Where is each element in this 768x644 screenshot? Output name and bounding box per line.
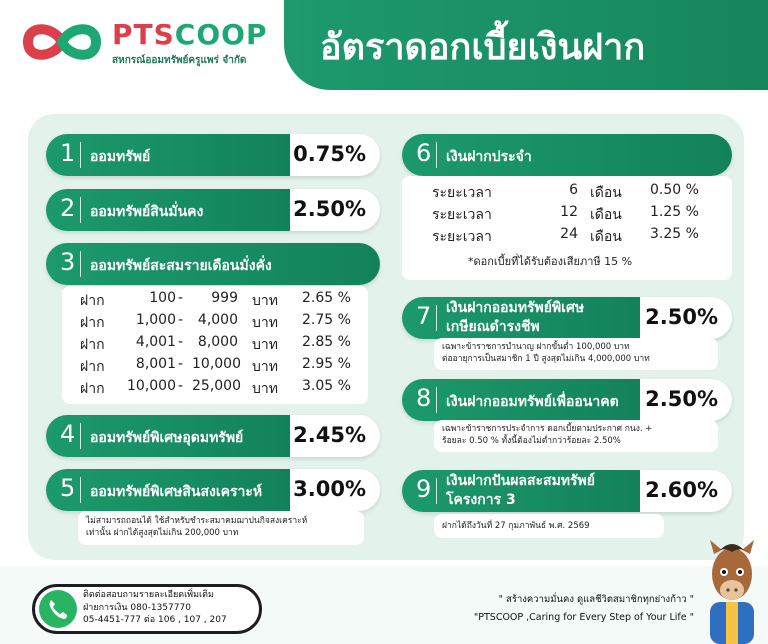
- account-1-number: 1: [60, 139, 76, 167]
- tax-note: *ดอกเบี้ยที่ได้รับต้องเสียภาษี 15 %: [468, 255, 633, 268]
- account-5-header: [46, 469, 290, 511]
- account-6-header: [402, 134, 732, 176]
- contact-line: ติดต่อสอบถามรายละเอียดเพิ่มเติม: [83, 590, 214, 600]
- account-3-number: 3: [60, 248, 76, 276]
- account-5-number: 5: [60, 474, 76, 502]
- account-8-note-box: [434, 420, 718, 452]
- account-7-rate: 2.50%: [645, 305, 718, 329]
- account-8-note: เฉพาะข้าราชการประจำการ ดอกเบี้ยตามประกาศ กนง. +: [442, 424, 653, 434]
- account-9-header: [402, 470, 640, 512]
- account-6-pill: [402, 134, 732, 176]
- account-1-header: [46, 134, 290, 176]
- account-4-header: [46, 415, 290, 457]
- divider: [80, 251, 81, 277]
- account-4-number: 4: [60, 420, 76, 448]
- divider: [436, 387, 437, 413]
- term-row: ระยะเวลา 12 เดือน 1.25 %: [432, 204, 699, 223]
- account-3-label: ออมทรัพย์สะสมรายเดือนมั่งคั่ง: [90, 258, 272, 274]
- contact-line: ฝ่ายการเงิน 080-1357770: [83, 602, 191, 613]
- account-5-note: ไม่สามารถถอนได้ ใช้สำหรับชำระสมาคมฌาปนกิจสงเคราะห์: [86, 516, 308, 526]
- account-8-pill: [402, 379, 732, 421]
- account-3-tier-table: [62, 286, 368, 404]
- title-banner: [284, 0, 768, 90]
- account-4-pill: [46, 415, 380, 457]
- account-8-header: [402, 379, 640, 421]
- divider: [436, 305, 437, 331]
- brand-subtitle: สหกรณ์ออมทรัพย์ครูแพร่ จำกัด: [112, 55, 247, 66]
- account-5-note: เท่านั้น ฝากได้สูงสุดไม่เกิน 200,000 บาท: [86, 528, 239, 538]
- tier-row: ฝาก 10,000 - 25,000 บาท 3.05 %: [80, 378, 351, 397]
- account-9-rate: 2.60%: [645, 478, 718, 502]
- contact-card[interactable]: [32, 584, 262, 634]
- account-9-label: เงินฝากปันผลสะสมทรัพย์ โครงการ 3: [446, 473, 595, 508]
- account-2-rate: 2.50%: [293, 197, 366, 221]
- divider: [80, 142, 81, 168]
- account-2-pill: [46, 189, 380, 231]
- account-7-label: เงินฝากออมทรัพย์พิเศษ เกษียณดำรงชีพ: [446, 300, 585, 335]
- account-7-note: ต่ออายุการเป็นสมาชิก 1 ปี สูงสุดไม่เกิน 4,000,000 บาท: [442, 354, 650, 364]
- infinity-logo-icon: [20, 16, 104, 68]
- account-5-label: ออมทรัพย์พิเศษสินสงเคราะห์: [90, 484, 263, 500]
- account-8-number: 8: [416, 384, 432, 412]
- account-6-number: 6: [416, 139, 432, 167]
- account-9-pill: [402, 470, 732, 512]
- account-3-header: [46, 243, 380, 285]
- account-9-note: ฝากได้ถึงวันที่ 27 กุมภาพันธ์ พ.ศ. 2569: [442, 521, 590, 531]
- brand-logo: [20, 14, 280, 70]
- account-2-header: [46, 189, 290, 231]
- divider: [80, 423, 81, 449]
- account-2-number: 2: [60, 194, 76, 222]
- divider: [80, 477, 81, 503]
- account-7-note: เฉพาะข้าราชการบำนาญ ฝากขั้นต่ำ 100,000 บาท: [442, 342, 630, 352]
- account-8-note: ร้อยละ 0.50 % ทั้งนี้ต้องไม่ต่ำกว่าร้อยละ 2.50%: [442, 436, 621, 446]
- account-4-rate: 2.45%: [293, 423, 366, 447]
- contact-text: [83, 589, 227, 627]
- account-6-term-table: [402, 176, 732, 280]
- account-8-rate: 2.50%: [645, 387, 718, 411]
- tier-row: ฝาก 4,001 - 8,000 บาท 2.85 %: [80, 334, 351, 353]
- divider: [436, 478, 437, 504]
- account-7-number: 7: [416, 302, 432, 330]
- phone-icon: [39, 590, 77, 628]
- account-1-label: ออมทรัพย์: [90, 149, 151, 165]
- brand-name: PTSCOOP: [112, 18, 268, 51]
- slogan-english: "PTSCOOP ,Caring for Every Step of Your Life ": [473, 612, 694, 623]
- account-3-pill: [46, 243, 380, 285]
- account-5-note-box: [78, 511, 364, 545]
- term-row: ระยะเวลา 6 เดือน 0.50 %: [432, 182, 699, 201]
- tier-row: ฝาก 1,000 - 4,000 บาท 2.75 %: [80, 312, 351, 331]
- contact-line: 05-4451-777 ต่อ 106 , 107 , 207: [83, 615, 227, 625]
- divider: [80, 197, 81, 223]
- account-1-rate: 0.75%: [293, 142, 366, 166]
- horse-mascot-icon: [700, 540, 764, 644]
- account-9-note-box: [434, 514, 664, 538]
- account-5-rate: 3.00%: [293, 477, 366, 501]
- page-title: อัตราดอกเบี้ยเงินฝาก: [320, 27, 646, 68]
- account-6-label: เงินฝากประจำ: [446, 149, 532, 165]
- term-row: ระยะเวลา 24 เดือน 3.25 %: [432, 226, 699, 245]
- account-2-label: ออมทรัพย์สินมั่นคง: [90, 204, 204, 220]
- account-7-pill: [402, 297, 732, 339]
- account-5-pill: [46, 469, 380, 511]
- account-9-number: 9: [416, 475, 432, 503]
- slogan-thai: " สร้างความมั่นคง ดูแลชีวิตสมาชิกทุกย่างก้าว ": [498, 594, 694, 605]
- account-1-pill: [46, 134, 380, 176]
- account-7-header: [402, 297, 640, 339]
- account-4-label: ออมทรัพย์พิเศษอุดมทรัพย์: [90, 430, 244, 446]
- account-7-note-box: [434, 338, 718, 370]
- tier-row: ฝาก 8,001 - 10,000 บาท 2.95 %: [80, 356, 351, 375]
- account-8-label: เงินฝากออมทรัพย์เพื่ออนาคต: [446, 394, 619, 410]
- divider: [436, 142, 437, 168]
- tier-row: ฝาก 100 - 999 บาท 2.65 %: [80, 290, 351, 309]
